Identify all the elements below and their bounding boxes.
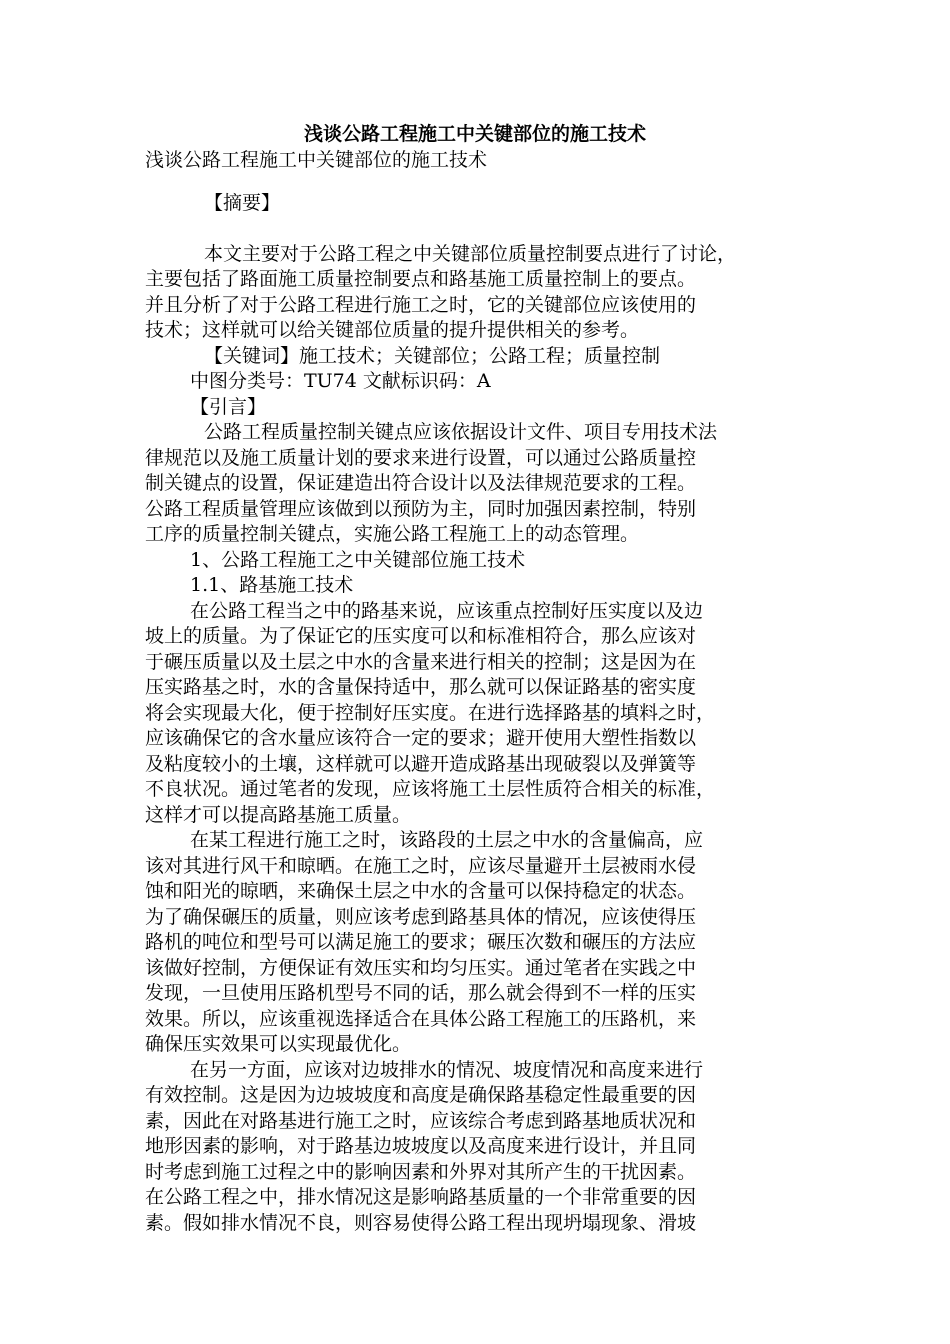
text-line: 路机的吨位和型号可以满足施工的要求；碾压次数和碾压的方法应 <box>145 931 697 953</box>
text-line: 技术；这样就可以给关键部位质量的提升提供相关的参考。 <box>145 319 640 341</box>
text-line: 该做好控制，方便保证有效压实和均匀压实。通过笔者在实践之中 <box>145 956 697 979</box>
text-line: 公路工程质量控制关键点应该依据设计文件、项目专用技术法 <box>204 421 718 443</box>
text-line: 素，因此在对路基进行施工之时，应该综合考虑到路基地质状况和 <box>145 1109 697 1132</box>
paragraph-1 <box>145 599 810 829</box>
text-line: 并且分析了对于公路工程进行施工之时，它的关键部位应该使用的 <box>145 293 697 316</box>
text-line: 在公路工程之中，排水情况这是影响路基质量的一个非常重要的因 <box>145 1186 697 1208</box>
section-heading-1: 1、公路工程施工之中关键部位施工技术 <box>190 548 526 571</box>
text-line: 制关键点的设置，保证建造出符合设计以及法律规范要求的工程。 <box>145 472 697 494</box>
text-line: 有效控制。这是因为边坡坡度和高度是确保路基稳定性最重要的因 <box>145 1084 697 1106</box>
paragraph-2 <box>145 828 810 1058</box>
text-line: 律规范以及施工质量计划的要求来进行设置，可以通过公路质量控 <box>145 446 697 469</box>
text-line: 为了确保碾压的质量，则应该考虑到路基具体的情况，应该使得压 <box>145 905 697 928</box>
abstract-heading: 【摘要】 <box>204 191 281 214</box>
text-line: 在另一方面，应该对边坡排水的情况、坡度情况和高度来进行 <box>190 1058 704 1081</box>
spacer <box>145 216 810 242</box>
text-line: 时考虑到施工过程之中的影响因素和外界对其所产生的干扰因素。 <box>145 1160 697 1183</box>
text-line: 工序的质量控制关键点，实施公路工程施工上的动态管理。 <box>145 523 640 545</box>
text-line: 该对其进行风干和晾晒。在施工之时，应该尽量避开土层被雨水侵 <box>145 854 697 877</box>
intro-paragraph <box>145 420 810 548</box>
text-line: 蚀和阳光的晾晒，来确保土层之中水的含量可以保持稳定的状态。 <box>145 880 697 902</box>
document-subtitle: 浅谈公路工程施工中关键部位的施工技术 <box>145 149 488 171</box>
text-line: 应该确保它的含水量应该符合一定的要求；避开使用大塑性指数以 <box>145 727 697 749</box>
classification-line: 中图分类号：TU74 文献标识码：A <box>190 370 491 392</box>
text-line: 坡上的质量。为了保证它的压实度可以和标准相符合，那么应该对 <box>145 625 697 647</box>
section-heading-1-1: 1.1、路基施工技术 <box>190 574 354 596</box>
text-line: 效果。所以，应该重视选择适合在具体公路工程施工的压路机，来 <box>145 1007 697 1030</box>
text-line: 将会实现最大化，便于控制好压实度。在进行选择路基的填料之时， <box>145 701 716 724</box>
text-line: 主要包括了路面施工质量控制要点和路基施工质量控制上的要点。 <box>145 268 697 290</box>
paragraph-3 <box>145 1058 810 1237</box>
text-line: 素。假如排水情况不良，则容易使得公路工程出现坍塌现象、滑坡 <box>145 1211 697 1234</box>
keywords-line: 【关键词】施工技术；关键部位；公路工程；质量控制 <box>204 344 661 367</box>
text-line: 及粘度较小的土壤，这样就可以避开造成路基出现破裂以及弹簧等 <box>145 752 697 775</box>
text-line: 在公路工程当之中的路基来说，应该重点控制好压实度以及边 <box>190 599 704 622</box>
abstract-paragraph <box>145 242 810 344</box>
text-line: 压实路基之时，水的含量保持适中，那么就可以保证路基的密实度 <box>145 676 697 698</box>
spacer <box>145 174 810 191</box>
text-line: 公路工程质量管理应该做到以预防为主，同时加强因素控制，特别 <box>145 497 697 520</box>
text-line: 地形因素的影响，对于路基边坡坡度以及高度来进行设计，并且同 <box>145 1135 697 1157</box>
document-body <box>145 148 810 1236</box>
intro-heading: 【引言】 <box>190 395 267 418</box>
text-line: 在某工程进行施工之时，该路段的土层之中水的含量偏高，应 <box>190 829 704 851</box>
text-line: 发现，一旦使用压路机型号不同的话，那么就会得到不一样的压实 <box>145 982 697 1004</box>
text-line: 本文主要对于公路工程之中关键部位质量控制要点进行了讨论， <box>204 242 737 265</box>
text-line: 确保压实效果可以实现最优化。 <box>145 1033 412 1055</box>
text-line: 不良状况。通过笔者的发现，应该将施工土层性质符合相关的标准， <box>145 778 716 800</box>
document-title: 浅谈公路工程施工中关键部位的施工技术 <box>303 123 646 145</box>
text-line: 这样才可以提高路基施工质量。 <box>145 803 412 826</box>
text-line: 于碾压质量以及土层之中水的含量来进行相关的控制；这是因为在 <box>145 650 697 673</box>
